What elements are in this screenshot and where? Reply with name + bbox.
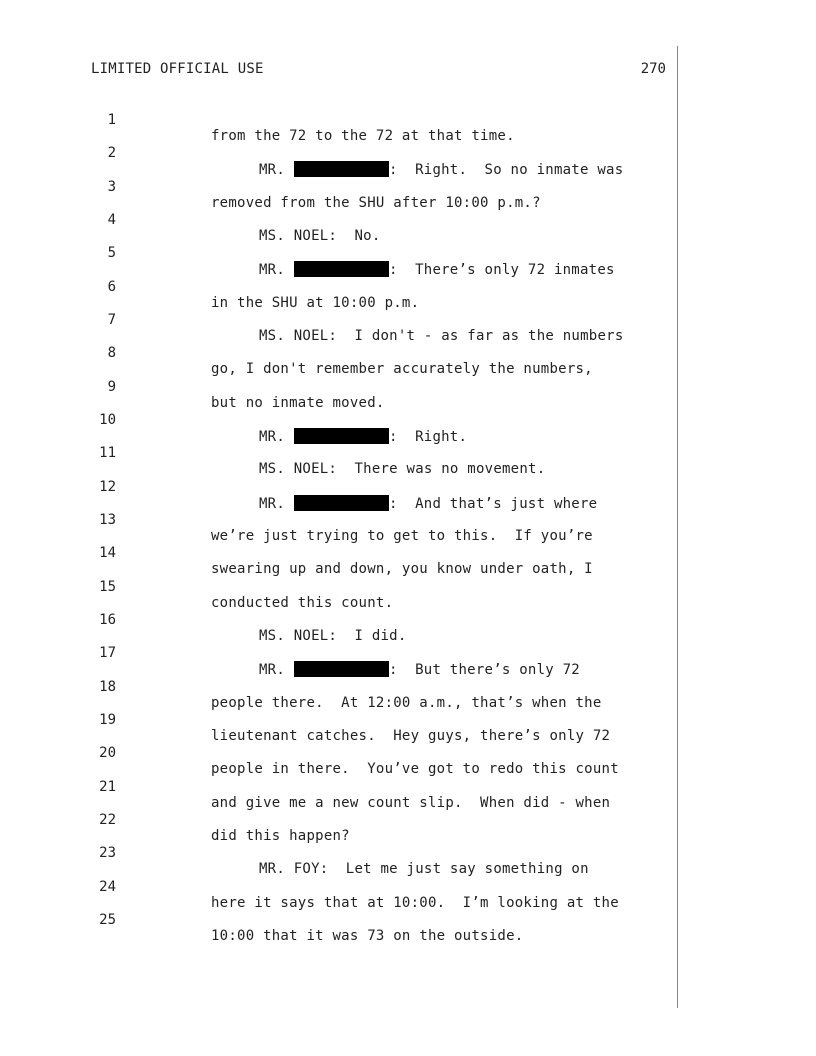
- page-number: 270: [640, 61, 666, 77]
- line-21: [0, 763, 816, 811]
- line-11: [0, 429, 816, 477]
- line-number: 1: [107, 112, 116, 128]
- speaker-title: MR.: [259, 162, 286, 178]
- line-4: [0, 196, 816, 244]
- line-text: MS. NOEL: I did.: [259, 628, 407, 644]
- line-number: 25: [99, 912, 116, 928]
- line-text: : Right. So no inmate was: [389, 162, 624, 178]
- line-number: 9: [107, 379, 116, 395]
- line-text: but no inmate moved.: [211, 395, 385, 411]
- document-classification-header: LIMITED OFFICIAL USE: [91, 61, 264, 77]
- line-number: 3: [107, 179, 116, 195]
- line-7: [0, 296, 816, 344]
- speaker-title: MR.: [259, 262, 286, 278]
- line-number: 18: [99, 679, 116, 695]
- line-number: 23: [99, 845, 116, 861]
- line-text: here it says that at 10:00. I’m looking at the: [211, 895, 619, 911]
- line-text: swearing up and down, you know under oath, I: [211, 561, 593, 577]
- line-number: 17: [99, 645, 116, 661]
- line-text: removed from the SHU after 10:00 p.m.?: [211, 195, 541, 211]
- line-number: 14: [99, 545, 116, 561]
- line-5: [0, 229, 816, 278]
- line-text: conducted this count.: [211, 595, 394, 611]
- line-number: 8: [107, 345, 116, 361]
- line-22: [0, 796, 816, 844]
- line-number: 19: [99, 712, 116, 728]
- line-number: 20: [99, 745, 116, 761]
- line-text: from the 72 to the 72 at that time.: [211, 128, 515, 144]
- line-text: did this happen?: [211, 828, 350, 844]
- line-1: [0, 96, 816, 144]
- line-16: [0, 596, 816, 644]
- line-text: go, I don't remember accurately the numbers,: [211, 361, 593, 377]
- line-number: 12: [99, 479, 116, 495]
- speaker-title: MR.: [259, 496, 286, 512]
- line-text: and give me a new count slip. When did - when: [211, 795, 611, 811]
- line-number: 11: [99, 445, 116, 461]
- line-12: [0, 463, 816, 512]
- line-number: 15: [99, 579, 116, 595]
- line-25: [0, 896, 816, 944]
- line-text: people in there. You’ve got to redo this count: [211, 761, 619, 777]
- line-number: 6: [107, 279, 116, 295]
- line-23: [0, 829, 816, 877]
- line-8: [0, 329, 816, 377]
- speaker-title: MR.: [259, 662, 286, 678]
- line-text: : But there’s only 72: [389, 662, 580, 678]
- line-number: 13: [99, 512, 116, 528]
- line-3: [0, 163, 816, 211]
- line-number: 16: [99, 612, 116, 628]
- line-number: 5: [107, 245, 116, 261]
- line-18: [0, 663, 816, 711]
- line-text: : There’s only 72 inmates: [389, 262, 615, 278]
- line-6: [0, 263, 816, 311]
- line-number: 7: [107, 312, 116, 328]
- line-text: MR. FOY: Let me just say something on: [259, 861, 589, 877]
- line-text: : Right.: [389, 429, 468, 445]
- line-20: [0, 729, 816, 777]
- line-number: 2: [107, 145, 116, 161]
- line-17: [0, 629, 816, 678]
- line-number: 24: [99, 879, 116, 895]
- line-24: [0, 863, 816, 911]
- line-number: 21: [99, 779, 116, 795]
- line-text: people there. At 12:00 a.m., that’s when the: [211, 695, 602, 711]
- line-15: [0, 563, 816, 611]
- line-text: in the SHU at 10:00 p.m.: [211, 295, 420, 311]
- line-number: 10: [99, 412, 116, 428]
- line-14: [0, 529, 816, 577]
- line-9: [0, 363, 816, 411]
- line-19: [0, 696, 816, 744]
- line-10: [0, 396, 816, 445]
- line-text: we’re just trying to get to this. If you’re: [211, 528, 593, 544]
- line-number: 22: [99, 812, 116, 828]
- line-text: MS. NOEL: There was no movement.: [259, 461, 546, 477]
- speaker-title: MR.: [259, 429, 286, 445]
- line-text: MS. NOEL: I don't - as far as the numbers: [259, 328, 624, 344]
- line-13: [0, 496, 816, 544]
- line-number: 4: [107, 212, 116, 228]
- line-text: 10:00 that it was 73 on the outside.: [211, 928, 524, 944]
- line-text: : And that’s just where: [389, 496, 598, 512]
- line-text: lieutenant catches. Hey guys, there’s only 72: [211, 728, 611, 744]
- line-2: [0, 129, 816, 178]
- line-text: MS. NOEL: No.: [259, 228, 381, 244]
